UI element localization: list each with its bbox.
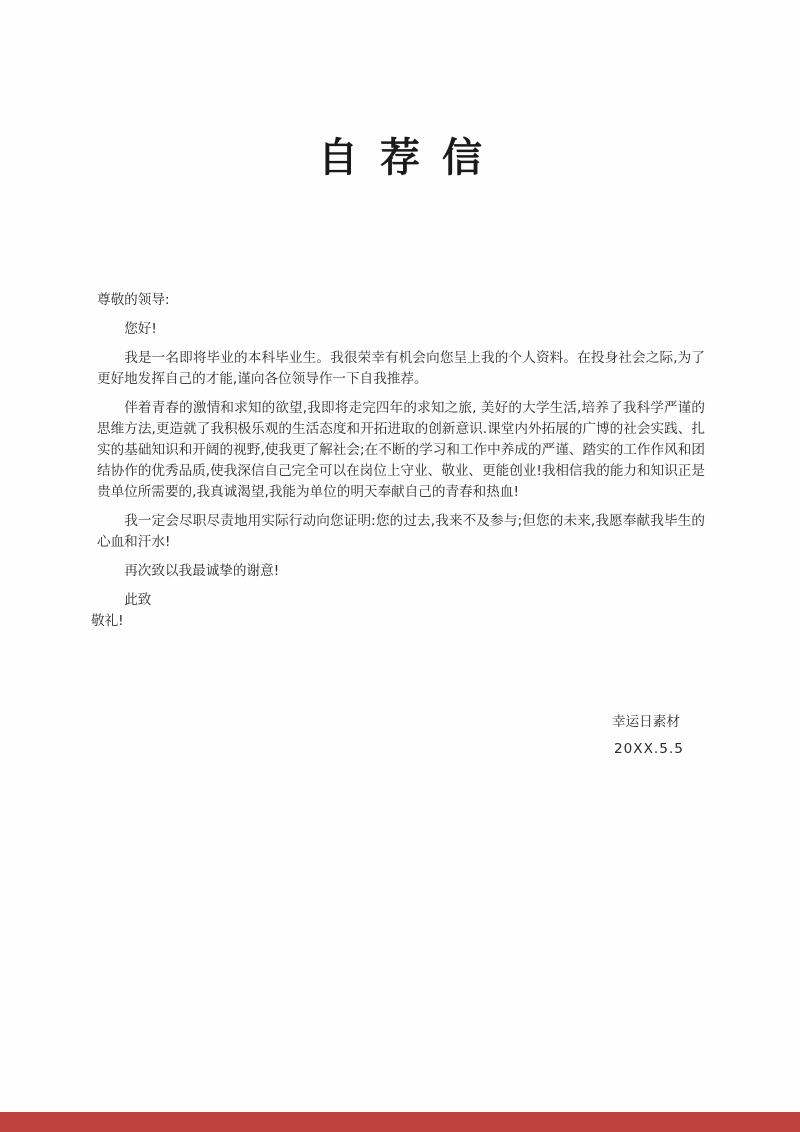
closing-line-2: 敬礼! (91, 613, 124, 629)
closing-line-1: 此致 (124, 592, 152, 608)
signature-block (612, 709, 684, 763)
paragraph-thanks: 再次致以我最诚挚的谢意! (124, 563, 280, 579)
letter-body (91, 290, 705, 632)
salutation: 尊敬的领导: (97, 292, 170, 308)
signature-name: 幸运日素材 (612, 714, 680, 730)
paragraph-commitment: 我一定会尽职尽责地用实际行动向您证明:您的过去,我来不及参与;但您的未来,我愿奉献我毕生的心血和汗水! (97, 513, 705, 550)
paragraph-experience: 伴着青春的激情和求知的欲望,我即将走完四年的求知之旅, 美好的大学生活,培养了我科学严谨的思维方法,更造就了我积极乐观的生活态度和开拓进取的创新意识.课堂内外拓展的广博的社会实践、扎实的基础知识和开阔的视野,使我更了解社会;在不断的学习和工作中养成的严谨、踏实的工作作风和团结协作的优秀品质,使我深信自己完全可以在岗位上守业、敬业、更能创业!我相信我的能力和知识正是贵单位所需要的,我真诚渴望,我能为单位的明天奉献自己的青春和热血! (97, 400, 705, 500)
signature-date: 20XX.5.5 (614, 741, 684, 757)
bottom-accent-bar (0, 1112, 800, 1132)
greeting: 您好! (124, 321, 157, 337)
paragraph-intro: 我是一名即将毕业的本科毕业生。我很荣幸有机会向您呈上我的个人资料。在投身社会之际,为了更好地发挥自己的才能,谨向各位领导作一下自我推荐。 (97, 350, 705, 387)
page-title: 自荐信 (318, 135, 504, 181)
